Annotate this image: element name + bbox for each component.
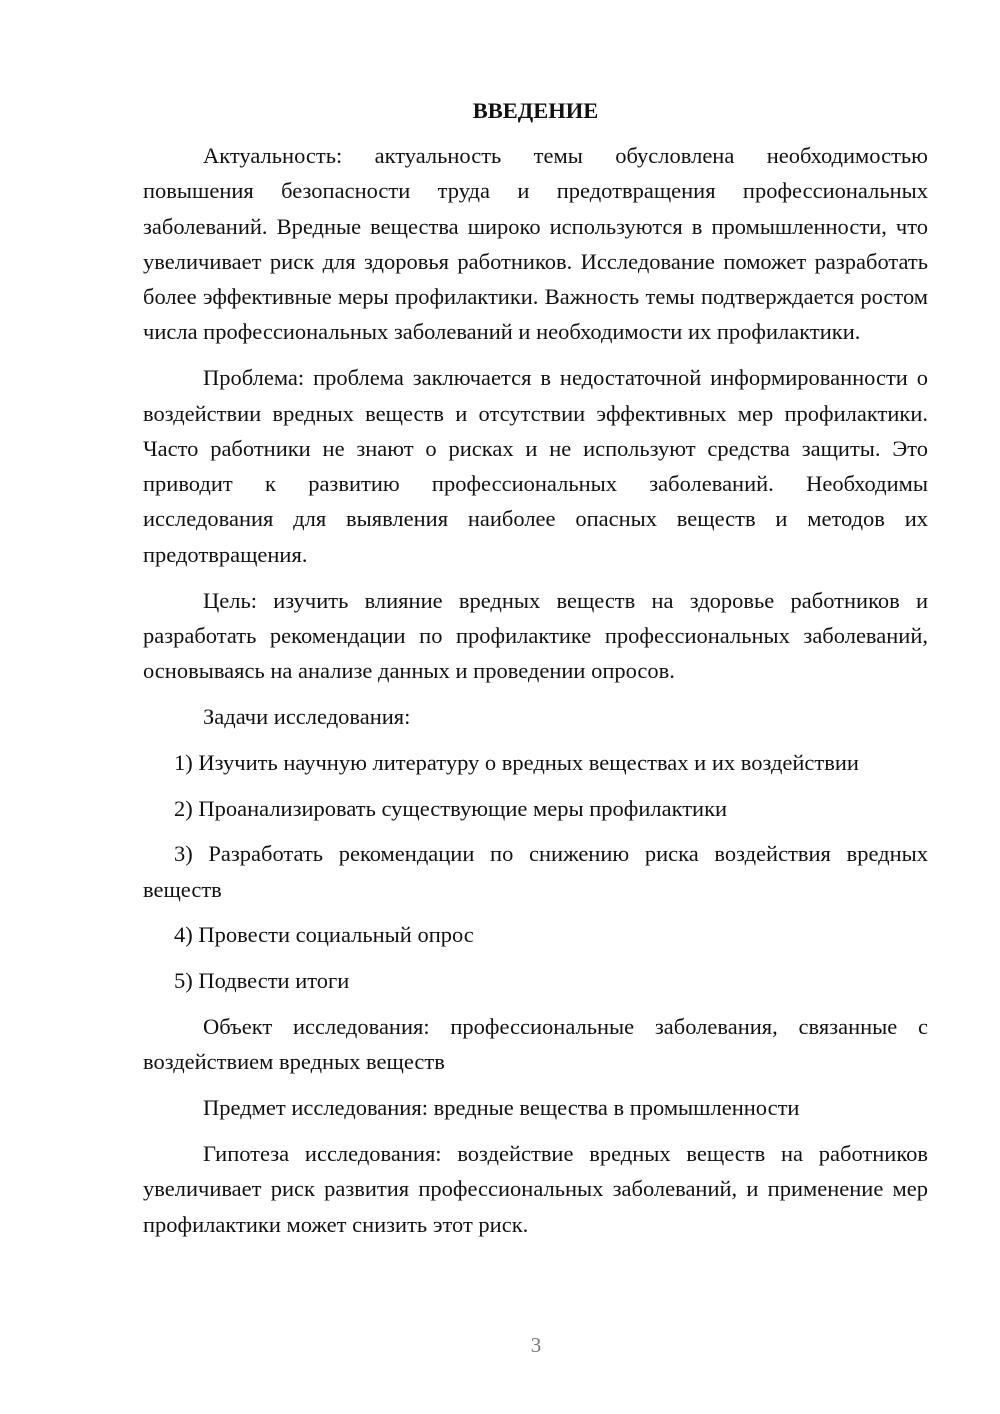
list-item-task-1: 1) Изучить научную литературу о вредных веществах и их воздействии — [174, 749, 859, 775]
subject-paragraph: Предмет исследования: вредные вещества в промышленности — [203, 1095, 800, 1121]
page-title: ВВЕДЕНИЕ — [472, 98, 599, 123]
object-paragraph: Объект исследования: профессиональные заболевания, связанные с воздействием вредных веществ — [143, 1014, 928, 1075]
list-item-task-2: 2) Проанализировать существующие меры профилактики — [174, 795, 728, 821]
relevance-paragraph: Актуальность: актуальность темы обусловлена необходимостью повышения безопасности труда и предотвращения профессиональных заболеваний. Вредные вещества широко используются в промышленности, что увеличивает риск для здоровья работников. Исследование поможет разработать более эффективные меры профилактики. Важность темы подтверждается ростом числа профессиональных заболеваний и необходимости их профилактики. — [143, 143, 928, 345]
goal-paragraph: Цель: изучить влияние вредных веществ на здоровье работников и разработать рекомендации по профилактике профессиональных заболеваний, основываясь на анализе данных и проведении опросов. — [143, 587, 928, 684]
tasks-heading: Задачи исследования: — [203, 703, 411, 729]
list-item-task-5: 5) Подвести итоги — [174, 968, 350, 994]
hypothesis-paragraph: Гипотеза исследования: воздействие вредных веществ на работников увеличивает риск развития профессиональных заболеваний, и применение мер профилактики может снизить этот риск. — [143, 1140, 928, 1237]
page-number: 3 — [530, 1333, 542, 1357]
list-item-task-4: 4) Провести социальный опрос — [174, 922, 474, 948]
list-item-task-3: 3) Разработать рекомендации по снижению риска воздействия вредных веществ — [143, 841, 928, 902]
document-page — [143, 96, 928, 1252]
problem-paragraph: Проблема: проблема заключается в недостаточной информированности о воздействии вредных веществ и отсутствии эффективных мер профилактики. Часто работники не знают о рисках и не используют средства защиты. Это приводит к развитию профессиональных заболеваний. Необходимы исследования для выявления наиболее опасных веществ и методов их предотвращения. — [143, 365, 928, 567]
